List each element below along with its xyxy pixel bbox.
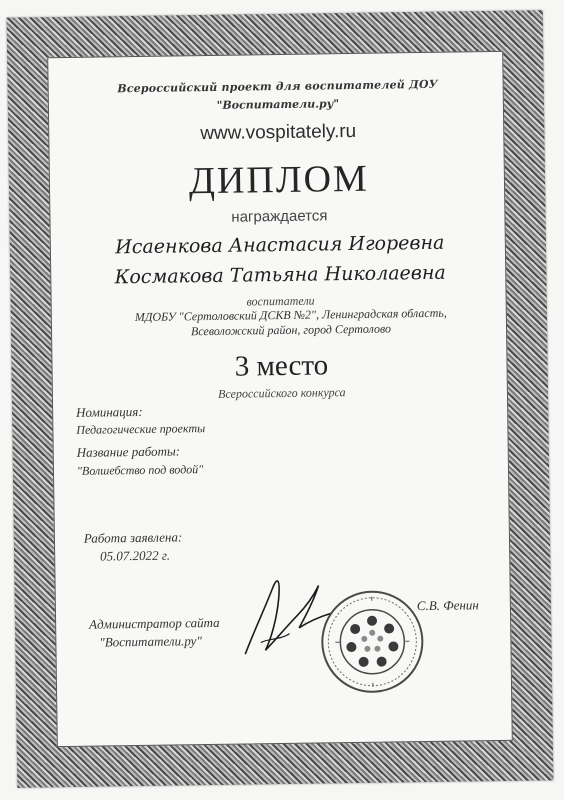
submitted-date: 05.07.2022 г.: [100, 547, 171, 564]
organization-line: Всеволожский район, город Сертолово: [190, 321, 392, 339]
nomination-value: Педагогические проекты: [76, 421, 206, 437]
admin-site: "Воспитатели.ру": [99, 633, 202, 650]
awarded-label: награждается: [231, 207, 328, 226]
submitted-label: Работа заявлена:: [83, 529, 183, 546]
recipient-name: Исаенкова Анастасия Игоревна: [115, 231, 445, 259]
project-title: Всероссийский проект для воспитателей ДОУ: [117, 77, 438, 96]
seal-stamp: [317, 586, 429, 698]
diploma-content: [47, 55, 517, 751]
recipient-role: воспитатели: [246, 293, 315, 309]
organization: [71, 305, 511, 341]
site-url: www.vospitately.ru: [200, 120, 357, 145]
contest-name: Всероссийского конкурса: [217, 385, 346, 401]
work-title-label: Название работы:: [76, 443, 181, 460]
diploma-title: ДИПЛОМ: [188, 157, 370, 203]
admin-label: Администратор сайта: [88, 614, 220, 632]
award-place: 3 место: [234, 349, 329, 383]
project-name: "Воспитатели.ру": [216, 97, 340, 112]
admin-name: С.В. Фенин: [416, 597, 479, 614]
recipient-name: Космакова Татьяна Николаевна: [114, 261, 446, 289]
nomination-label: Номинация:: [76, 403, 143, 420]
organization-line: МДОБУ "Сертоловский ДСКВ №2", Ленинградская область,: [134, 305, 447, 325]
work-title-value: "Волшебство под водой": [76, 462, 204, 478]
